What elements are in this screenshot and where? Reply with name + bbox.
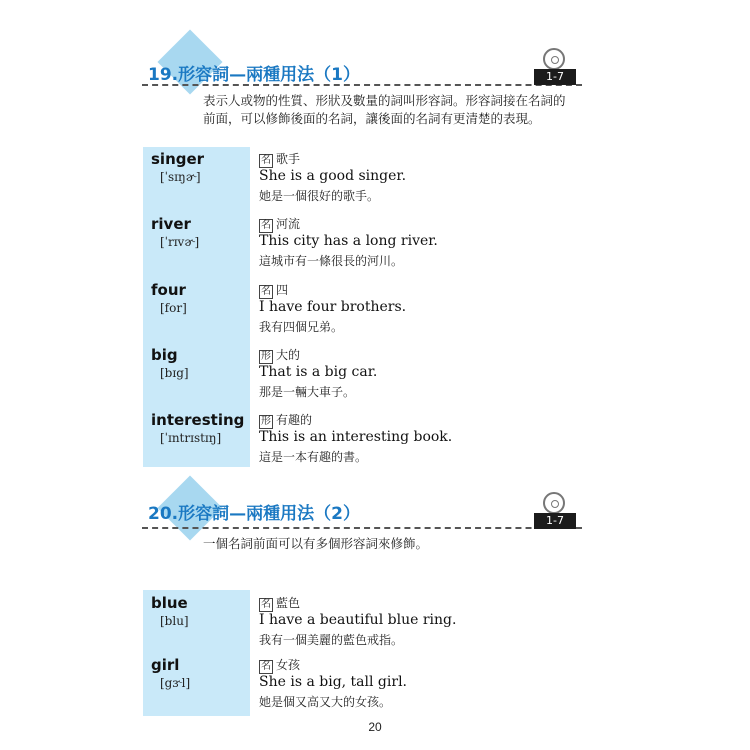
- pos-tag: 名: [261, 599, 271, 610]
- entry-example-zh: 她是個又高又大的女孩。: [259, 695, 392, 709]
- entry-example-zh: 這是一本有趣的書。: [259, 450, 368, 464]
- cd-icon: [543, 48, 565, 70]
- entry-pos: [259, 215, 300, 233]
- entry-pos: [259, 346, 300, 364]
- entry-word: girl: [151, 656, 180, 674]
- section-intro-19-line1: 表示人或物的性質、形狀及數量的詞叫形容詞。形容詞接在名詞的: [203, 93, 566, 108]
- entry-pos: [259, 150, 300, 168]
- entry-word: interesting: [151, 411, 245, 429]
- entry-pos: [259, 656, 300, 674]
- entry-word: river: [151, 215, 191, 233]
- entry-example-en: She is a big, tall girl.: [259, 674, 407, 690]
- entry-meaning: 有趣的: [276, 413, 313, 427]
- entry-meaning: 藍色: [276, 596, 301, 610]
- pos-tag: 形: [261, 416, 271, 427]
- entry-ipa: [blu]: [160, 614, 189, 628]
- section-title-19: 19.形容詞—兩種用法（1）: [148, 65, 360, 85]
- entry-meaning: 大的: [276, 348, 301, 362]
- entry-meaning: 女孩: [276, 658, 301, 672]
- entry-example-zh: 我有一個美麗的藍色戒指。: [259, 633, 404, 647]
- entry-example-zh: 這城市有一條很長的河川。: [259, 254, 404, 268]
- entry-example-zh: 她是一個很好的歌手。: [259, 189, 380, 203]
- entry-example-en: She is a good singer.: [259, 168, 407, 184]
- entry-word: singer: [151, 150, 205, 168]
- section-divider-20: [142, 527, 582, 529]
- entry-ipa: [ˈɪntrɪstɪŋ]: [160, 431, 222, 445]
- page-number: 20: [368, 720, 382, 734]
- entry-example-en: That is a big car.: [259, 364, 378, 380]
- pos-tag: 名: [261, 661, 271, 672]
- section-intro-20-line1: 一個名詞前面可以有多個形容詞來修飾。: [203, 536, 429, 551]
- entry-example-en: I have four brothers.: [259, 299, 407, 315]
- entry-word: big: [151, 346, 178, 364]
- entry-meaning: 歌手: [276, 152, 301, 166]
- entry-example-en: I have a beautiful blue ring.: [259, 612, 457, 628]
- pos-tag: 名: [261, 220, 271, 231]
- entry-example-zh: 那是一輛大車子。: [259, 385, 356, 399]
- track-badge-20: 1-7: [534, 513, 576, 529]
- entry-pos: [259, 281, 288, 299]
- entry-ipa: [bɪg]: [160, 366, 189, 380]
- entry-pos: [259, 594, 300, 612]
- entry-word: blue: [151, 594, 188, 612]
- entry-ipa: [gɝl]: [160, 676, 191, 690]
- entry-meaning: 四: [276, 283, 289, 297]
- entry-example-zh: 我有四個兄弟。: [259, 320, 344, 334]
- entry-meaning: 河流: [276, 217, 301, 231]
- section-divider-19: [142, 84, 582, 86]
- track-badge-19: 1-7: [534, 69, 576, 85]
- entry-example-en: This city has a long river.: [259, 233, 438, 249]
- section-intro-19-line2: 前面，可以修飾後面的名詞，讓後面的名詞有更清楚的表現。: [203, 111, 541, 126]
- section-header-19: [148, 52, 578, 92]
- cd-icon: [543, 492, 565, 514]
- entry-word: four: [151, 281, 186, 299]
- pos-tag: 形: [261, 351, 271, 362]
- entry-pos: [259, 411, 312, 429]
- pos-tag: 名: [261, 155, 271, 166]
- section-header-20: [148, 497, 578, 537]
- pos-tag: 名: [261, 286, 271, 297]
- entry-ipa: [ˈrɪvɚ]: [160, 235, 200, 249]
- entry-ipa: [ˈsɪŋɚ]: [160, 170, 201, 184]
- entry-ipa: [for]: [160, 301, 187, 315]
- section-title-20: 20.形容詞—兩種用法（2）: [148, 504, 360, 524]
- entry-example-en: This is an interesting book.: [259, 429, 453, 445]
